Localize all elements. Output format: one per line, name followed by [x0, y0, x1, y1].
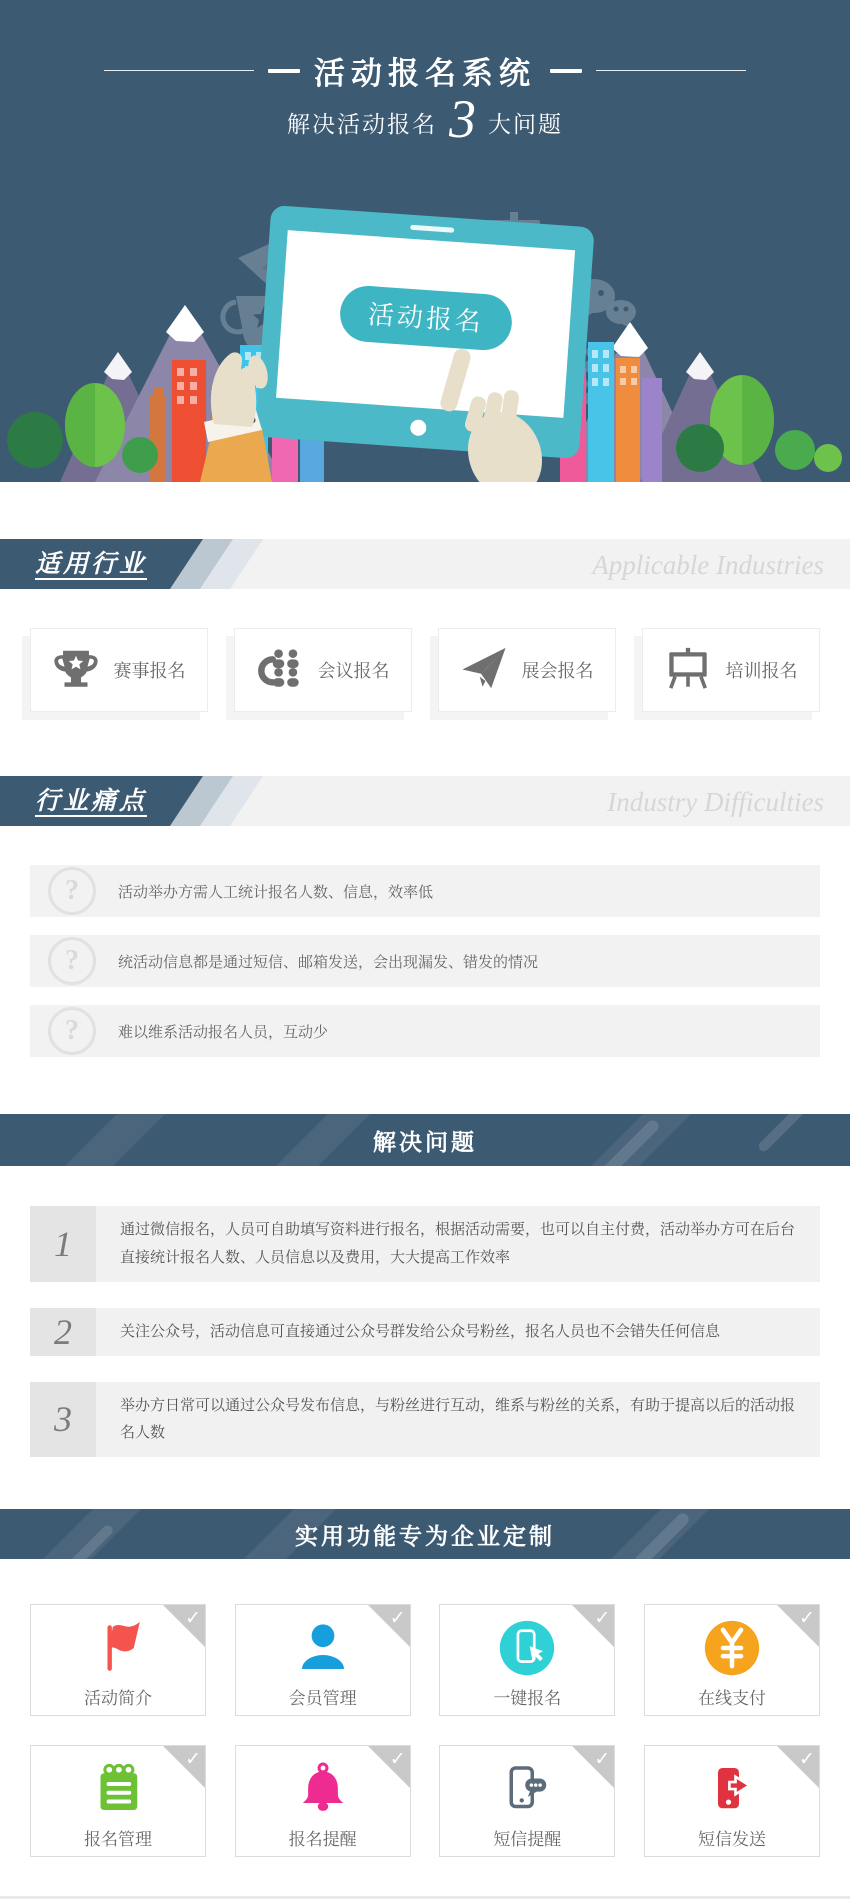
tablet-label: 活动报名 [367, 299, 485, 338]
check-icon: ✓ [389, 1608, 406, 1629]
industry-card-label: 展会报名 [521, 661, 594, 681]
title-dash-right [550, 69, 582, 73]
question-mark-icon: ? [48, 1007, 96, 1055]
hero-section [0, 0, 850, 482]
industry-card-meeting [234, 628, 412, 712]
title-dash-left [268, 69, 300, 73]
solution-text: 通过微信报名，人员可自助填写资料进行报名，根据活动需要，也可以自主付费，活动举办方可在后台直接统计报名人数、人员信息以及费用，大大提高工作效率 [96, 1206, 820, 1282]
feature-card-sms-send [644, 1745, 820, 1857]
solution-number: 2 [30, 1308, 96, 1356]
pain-point-text: 活动举办方需人工统计报名人数、信息，效率低 [118, 883, 434, 901]
solution-text: 举办方日常可以通过公众号发布信息，与粉丝进行互动，维系与粉丝的关系，有助于提高以后的活动报名人数 [96, 1382, 820, 1458]
feature-card-intro [30, 1604, 206, 1716]
pain-point-text: 统活动信息都是通过短信、邮箱发送，会出现漏发、错发的情况 [118, 953, 539, 971]
tablet [255, 205, 594, 459]
sms-chat-icon [499, 1760, 555, 1818]
feature-card-label: 短信发送 [697, 1830, 766, 1849]
industries-title-cn: 适用行业 [35, 550, 148, 578]
check-icon: ✓ [594, 1749, 611, 1770]
solution-number: 1 [30, 1206, 96, 1282]
pain-points-title-en: Industry Difficulties [607, 787, 824, 817]
question-mark-icon: ? [48, 937, 96, 985]
trophy-icon [53, 645, 99, 696]
feature-card-label: 一键报名 [493, 1689, 562, 1708]
industry-card-event [30, 628, 208, 712]
section-header-pain-points [0, 776, 850, 826]
flag-icon [90, 1619, 146, 1677]
feature-card-label: 报名管理 [84, 1830, 152, 1849]
pain-point-row [30, 935, 820, 987]
industry-card-label: 赛事报名 [113, 661, 186, 681]
meeting-people-icon [257, 645, 303, 696]
feature-card-label: 会员管理 [288, 1689, 357, 1708]
feature-card-sms-reminder [439, 1745, 615, 1857]
industries-title-en: Applicable Industries [592, 550, 824, 580]
industry-card-row [30, 628, 820, 712]
pain-point-list [30, 865, 820, 1057]
title-line-right [596, 70, 746, 71]
solution-row [30, 1382, 820, 1458]
feature-card-registration [30, 1745, 206, 1857]
paper-plane-icon [461, 645, 507, 696]
feature-card-label: 活动简介 [84, 1689, 152, 1708]
feature-card-payment [644, 1604, 820, 1716]
features-title: 实用功能专为企业定制 [295, 1522, 555, 1549]
notebook-icon [90, 1760, 146, 1818]
user-icon [295, 1619, 351, 1677]
pain-point-text: 难以维系活动报名人员，互动少 [118, 1023, 329, 1041]
bell-icon [295, 1760, 351, 1818]
solution-row [30, 1206, 820, 1282]
feature-card-reminder [235, 1745, 411, 1857]
feature-card-members [235, 1604, 411, 1716]
subtitle-number: 3 [449, 89, 476, 149]
check-icon: ✓ [185, 1608, 201, 1629]
subtitle-prefix: 解决活动报名 [287, 110, 437, 137]
solution-text: 关注公众号，活动信息可直接通过公众号群发给公众号粉丝，报名人员也不会错失任何信息 [96, 1308, 820, 1356]
feature-card-one-tap [439, 1604, 615, 1716]
hero-title-row [0, 48, 850, 93]
easel-board-icon [665, 645, 711, 696]
yuan-pay-icon [703, 1619, 761, 1677]
feature-card-label: 短信提醒 [493, 1830, 562, 1849]
pain-points-title-cn: 行业痛点 [35, 787, 148, 815]
industry-card-training [642, 628, 820, 712]
features-band [0, 1509, 850, 1559]
solutions-title: 解决问题 [373, 1128, 477, 1155]
solutions-band [0, 1114, 850, 1166]
subtitle-suffix: 大问题 [488, 110, 563, 137]
tap-phone-icon [498, 1619, 556, 1677]
feature-card-label: 报名提醒 [288, 1830, 357, 1849]
sms-send-icon [704, 1760, 760, 1818]
section-header-industries [0, 539, 850, 589]
industry-card-label: 培训报名 [725, 661, 798, 681]
question-mark-icon: ? [48, 867, 96, 915]
feature-card-grid [30, 1604, 820, 1857]
industry-card-label: 会议报名 [317, 661, 390, 681]
check-icon: ✓ [799, 1749, 815, 1770]
check-icon: ✓ [185, 1749, 201, 1770]
industry-card-expo [438, 628, 616, 712]
check-icon: ✓ [594, 1608, 611, 1629]
hero-subtitle [0, 89, 850, 149]
feature-card-label: 在线支付 [697, 1689, 766, 1708]
solution-list [30, 1206, 820, 1457]
pain-point-row [30, 865, 820, 917]
solution-row [30, 1308, 820, 1356]
pain-point-row [30, 1005, 820, 1057]
solution-number: 3 [30, 1382, 96, 1458]
page-title: 活动报名系统 [314, 56, 536, 91]
check-icon: ✓ [799, 1608, 815, 1629]
check-icon: ✓ [389, 1749, 406, 1770]
title-line-left [104, 70, 254, 71]
